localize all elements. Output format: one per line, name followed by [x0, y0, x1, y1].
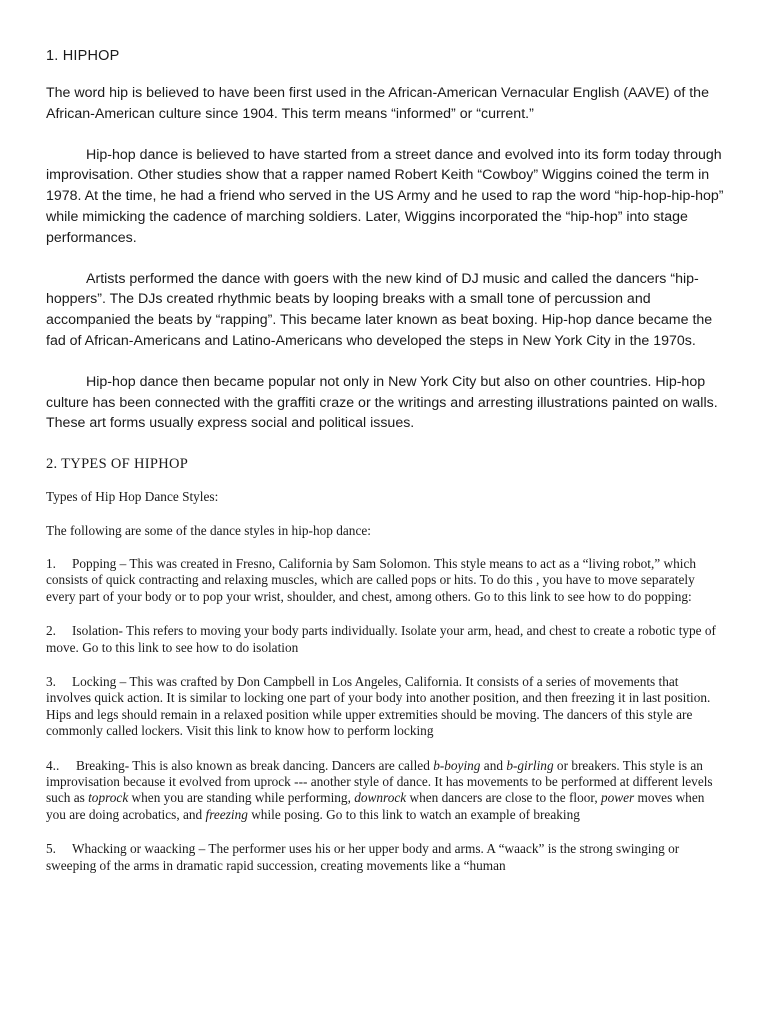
list-item-text: Popping – This was created in Fresno, California by Sam Solomon. This style means to act as a “living robot,” which consists of quick contracting and relaxing muscles, which are called pops or hits. To do this , you have to move separately every part of your body or to pop your wrist, shoulder, and chest, among others. Go to this link to see how to do popping: — [46, 555, 696, 604]
list-item-text: Locking – This was crafted by Don Campbell in Los Angeles, California. It consists of a series of movements that involves quick action. It is similar to locking one part of your body into another position, and then freezing it in last position. Hips and legs should remain in a relaxed position while upper extremities should be moving. The dancers of this style are commonly called lockers. Visit this link to know how to perform locking — [46, 674, 711, 739]
list-item-text: Breaking- This is also known as break dancing. Dancers are called — [76, 757, 434, 773]
section-1-heading: 1. HIPHOP — [46, 48, 120, 64]
list-item-text: or breakers. This style is an improvisation because it evolved from uprock --- another style of dance. It has movements to be performed at different levels such as — [46, 757, 713, 806]
list-item-number: 4.. — [46, 757, 60, 773]
document-page — [46, 48, 726, 891]
list-item-text: Isolation- This refers to moving your body parts individually. Isolate your arm, head, and chest to create a robotic type of move. Go to this link to see how to do isolation — [46, 623, 716, 655]
list-item-number: 5. — [46, 841, 56, 857]
section-2-intro-1: Types of Hip Hop Dance Styles: — [46, 489, 219, 505]
list-item-text: and — [480, 757, 507, 773]
list-item-text: when dancers are close to the floor, — [406, 790, 601, 806]
list-item-text: moves when you are doing acrobatics, and — [46, 790, 705, 822]
list-item-text: when you are standing while performing, — [128, 790, 355, 806]
section-2-intro-2: The following are some of the dance styles in hip-hop dance: — [46, 522, 371, 538]
emphasis-freezing: freezing — [205, 806, 248, 822]
list-item-popping — [46, 556, 726, 605]
section-2-heading: 2. TYPES OF HIPHOP — [46, 456, 189, 473]
emphasis-downrock: downrock — [354, 790, 407, 806]
list-item-breaking — [46, 758, 726, 824]
section-1-paragraph-1: The word hip is believed to have been first used in the African-American Vernacular English (AAVE) of the African-American culture since 1904. This term means “informed” or “current.” — [46, 85, 709, 122]
list-item-number: 3. — [46, 674, 56, 689]
emphasis-power: power — [600, 790, 635, 806]
list-item-number: 2. — [46, 623, 56, 639]
emphasis-toprock: toprock — [88, 790, 129, 806]
emphasis-b-girling: b-girling — [506, 757, 554, 773]
section-1-paragraph-2: Hip-hop dance is believed to have started from a street dance and evolved into its form today through improvisation. Other studies show that a rapper named Robert Keith “Cowboy” Wiggins coined the term in 1978. At the time, he had a friend who served in the US Army and he used to rap the word “hip-hop-hip-hop” while mimicking the cadence of marching soldiers. Later, Wiggins incorporated the “hip-hop” into stage performances. — [46, 146, 724, 246]
list-item-number: 1. — [46, 555, 56, 571]
list-item-text: Whacking or waacking – The performer uses his or her upper body and arms. A “waack” is the strong swinging or sweeping of the arms in dramatic rapid succession, creating movements like a “human — [46, 841, 680, 873]
section-1-paragraph-3: Artists performed the dance with goers with the new kind of DJ music and called the dancers “hip-hoppers”. The DJs created rhythmic beats by looping breaks with a small tone of percussion and accompanied the beats by “rapping”. This became later known as beat boxing. Hip-hop dance became the fad of African-Americans and Latino-Americans who developed the steps in New York City in the 1970s. — [46, 270, 713, 349]
list-item-whacking — [46, 841, 726, 874]
section-1-paragraph-4: Hip-hop dance then became popular not only in New York City but also on other countries. Hip-hop culture has been connected with the graffiti craze or the writings and arresting illustrations painted on walls. These art forms usually express social and political issues. — [46, 373, 718, 432]
list-item-locking — [46, 674, 726, 740]
emphasis-b-boying: b-boying — [433, 757, 481, 773]
list-item-text: while posing. Go to this link to watch an example of breaking — [247, 806, 580, 822]
list-item-isolation — [46, 623, 726, 656]
